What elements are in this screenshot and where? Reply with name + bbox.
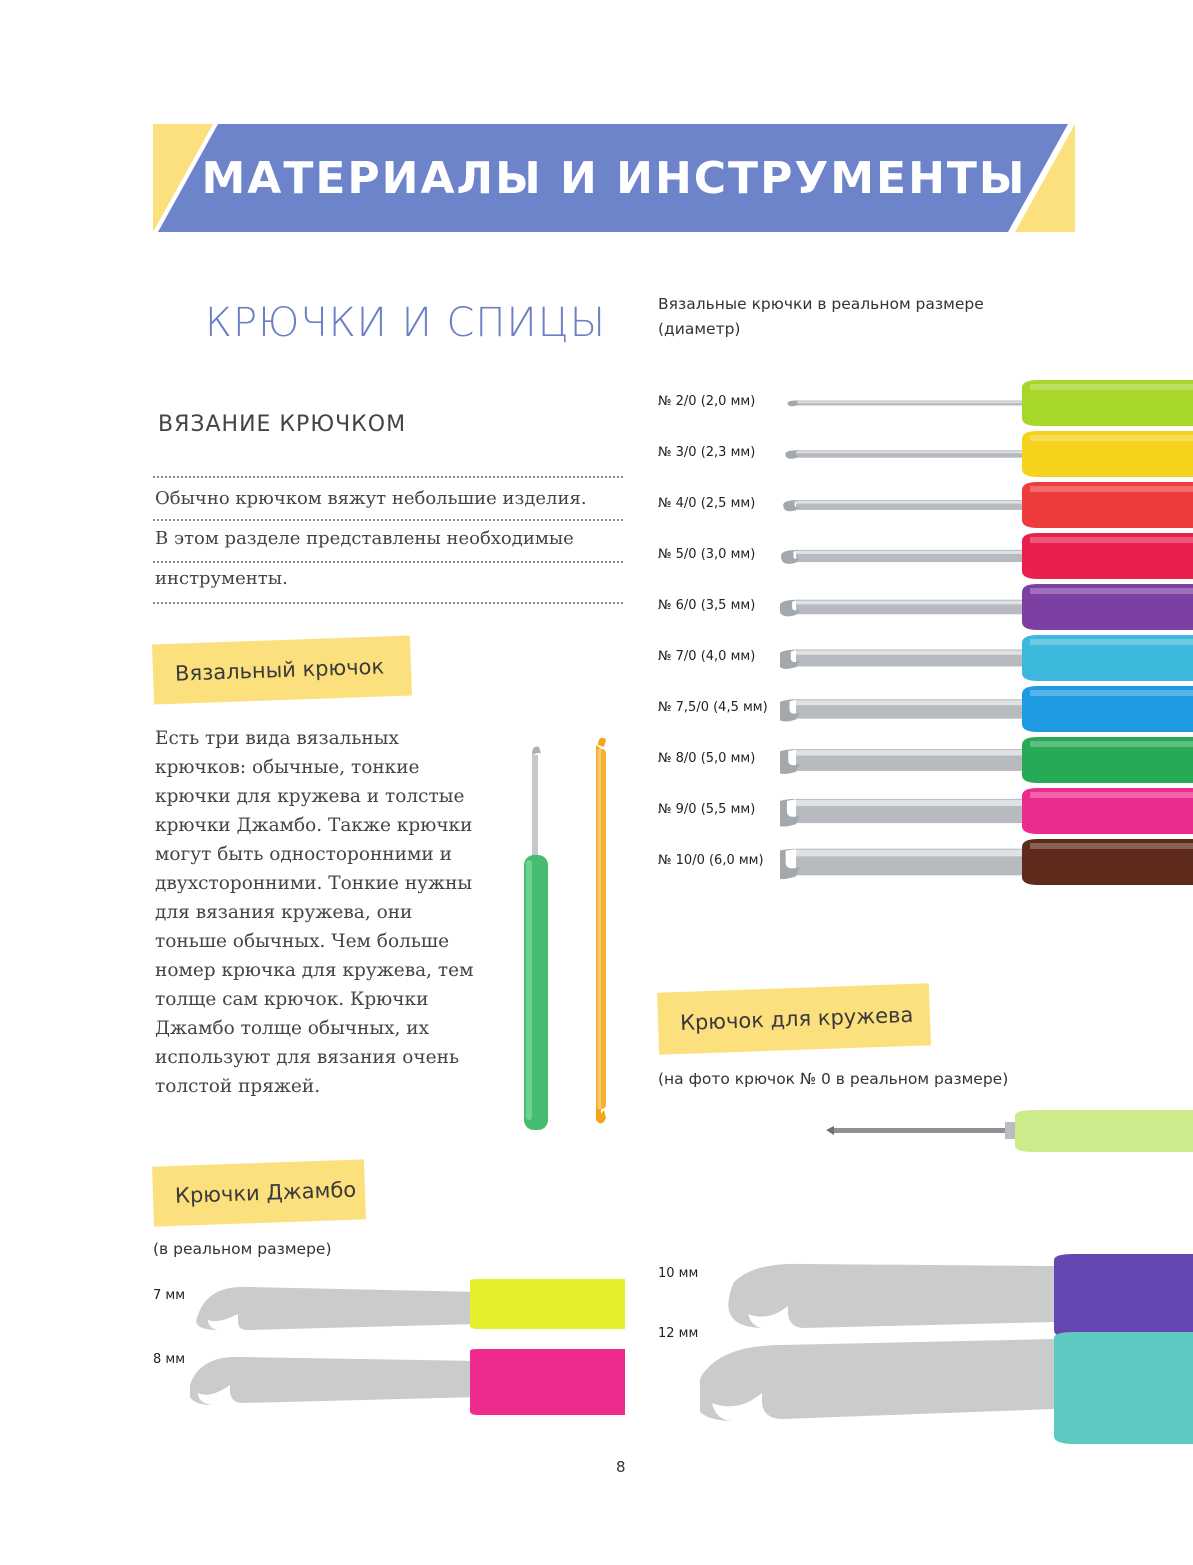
hook-size-label: № 10/0 (6,0 мм) — [658, 853, 764, 868]
hook-size-graphic — [780, 635, 1193, 681]
hook-size-graphic — [785, 431, 1193, 477]
jumbo-hooks-right — [700, 1250, 1193, 1450]
hook-size-graphic — [780, 584, 1193, 630]
intro-line-3: инструменты. — [155, 568, 288, 589]
subsection-title — [158, 412, 406, 437]
jumbo-label-7: 7 мм — [153, 1288, 186, 1303]
tag-crochet-hook — [152, 636, 412, 705]
tag-jumbo-hooks — [152, 1159, 366, 1226]
hook-size-graphic — [780, 737, 1193, 783]
hook-size-graphic — [780, 839, 1193, 885]
section-title: КРЮЧКИ И СПИЦЫ — [205, 300, 607, 346]
hook-size-graphic — [781, 533, 1193, 579]
hook-size-label: № 4/0 (2,5 мм) — [658, 496, 756, 511]
dotted-divider — [153, 476, 623, 478]
hook-size-graphic — [788, 380, 1193, 426]
dotted-divider — [153, 519, 623, 521]
dotted-divider — [153, 561, 623, 563]
page-number: 8 — [616, 1458, 626, 1476]
sizes-caption-line-1: Вязальные крючки в реальном размере — [658, 295, 984, 313]
hook-size-label: № 6/0 (3,5 мм) — [658, 598, 756, 613]
tag-lace-hook-text: Крючок для кружева — [679, 1002, 914, 1035]
intro-line-1: Обычно крючком вяжут небольшие изделия. — [155, 488, 587, 509]
hook-description: Есть три вида вязальных крючков: обычные, тонкие крючки для кружева и толстые крючки Джамбо. Также крючки могут быть односторонними и двухсторонними. Тонкие нужны для вязания кружева, они тоньше обычных. Чем больше номер крючка для кружева, тем толще сам крючок. Крючки Джамбо толще обычных, их используют для вязания очень толстой пряжей. — [155, 728, 474, 1097]
hook-size-label: № 2/0 (2,0 мм) — [658, 394, 756, 409]
intro-line-2: В этом разделе представлены необходимые — [155, 528, 574, 549]
hook-size-label: № 9/0 (5,5 мм) — [658, 802, 756, 817]
jumbo-label-10: 10 мм — [658, 1266, 699, 1281]
lace-hook-illustration — [820, 1108, 1193, 1154]
subsection-title-text: ВЯЗАНИЕ КРЮЧКОМ — [158, 412, 407, 437]
hook-size-graphic — [780, 788, 1193, 834]
lace-caption: (на фото крючок № 0 в реальном размере) — [658, 1070, 1009, 1088]
hook-sizes-illustration — [780, 370, 1193, 890]
tag-jumbo-hooks-text: Крючки Джамбо — [174, 1177, 357, 1208]
hook-size-graphic — [783, 482, 1193, 528]
jumbo-label-12: 12 мм — [658, 1326, 699, 1341]
hook-size-label: № 7,5/0 (4,5 мм) — [658, 700, 768, 715]
hook-size-label: № 3/0 (2,3 мм) — [658, 445, 756, 460]
hook-size-label: № 5/0 (3,0 мм) — [658, 547, 756, 562]
header-banner — [153, 124, 1075, 232]
tag-lace-hook — [657, 983, 931, 1054]
hook-size-graphic — [780, 686, 1193, 732]
jumbo-caption: (в реальном размере) — [153, 1240, 332, 1258]
sizes-caption-line-2: (диаметр) — [658, 320, 741, 338]
jumbo-hooks-left — [190, 1275, 625, 1420]
jumbo-label-8: 8 мм — [153, 1352, 186, 1367]
crochet-hooks-illustration — [510, 735, 630, 1135]
hook-size-label: № 8/0 (5,0 мм) — [658, 751, 756, 766]
page-title: МАТЕРИАЛЫ И ИНСТРУМЕНТЫ — [201, 152, 1027, 204]
tag-crochet-hook-text: Вязальный крючок — [174, 654, 385, 686]
hook-size-label: № 7/0 (4,0 мм) — [658, 649, 756, 664]
dotted-divider — [153, 602, 623, 604]
